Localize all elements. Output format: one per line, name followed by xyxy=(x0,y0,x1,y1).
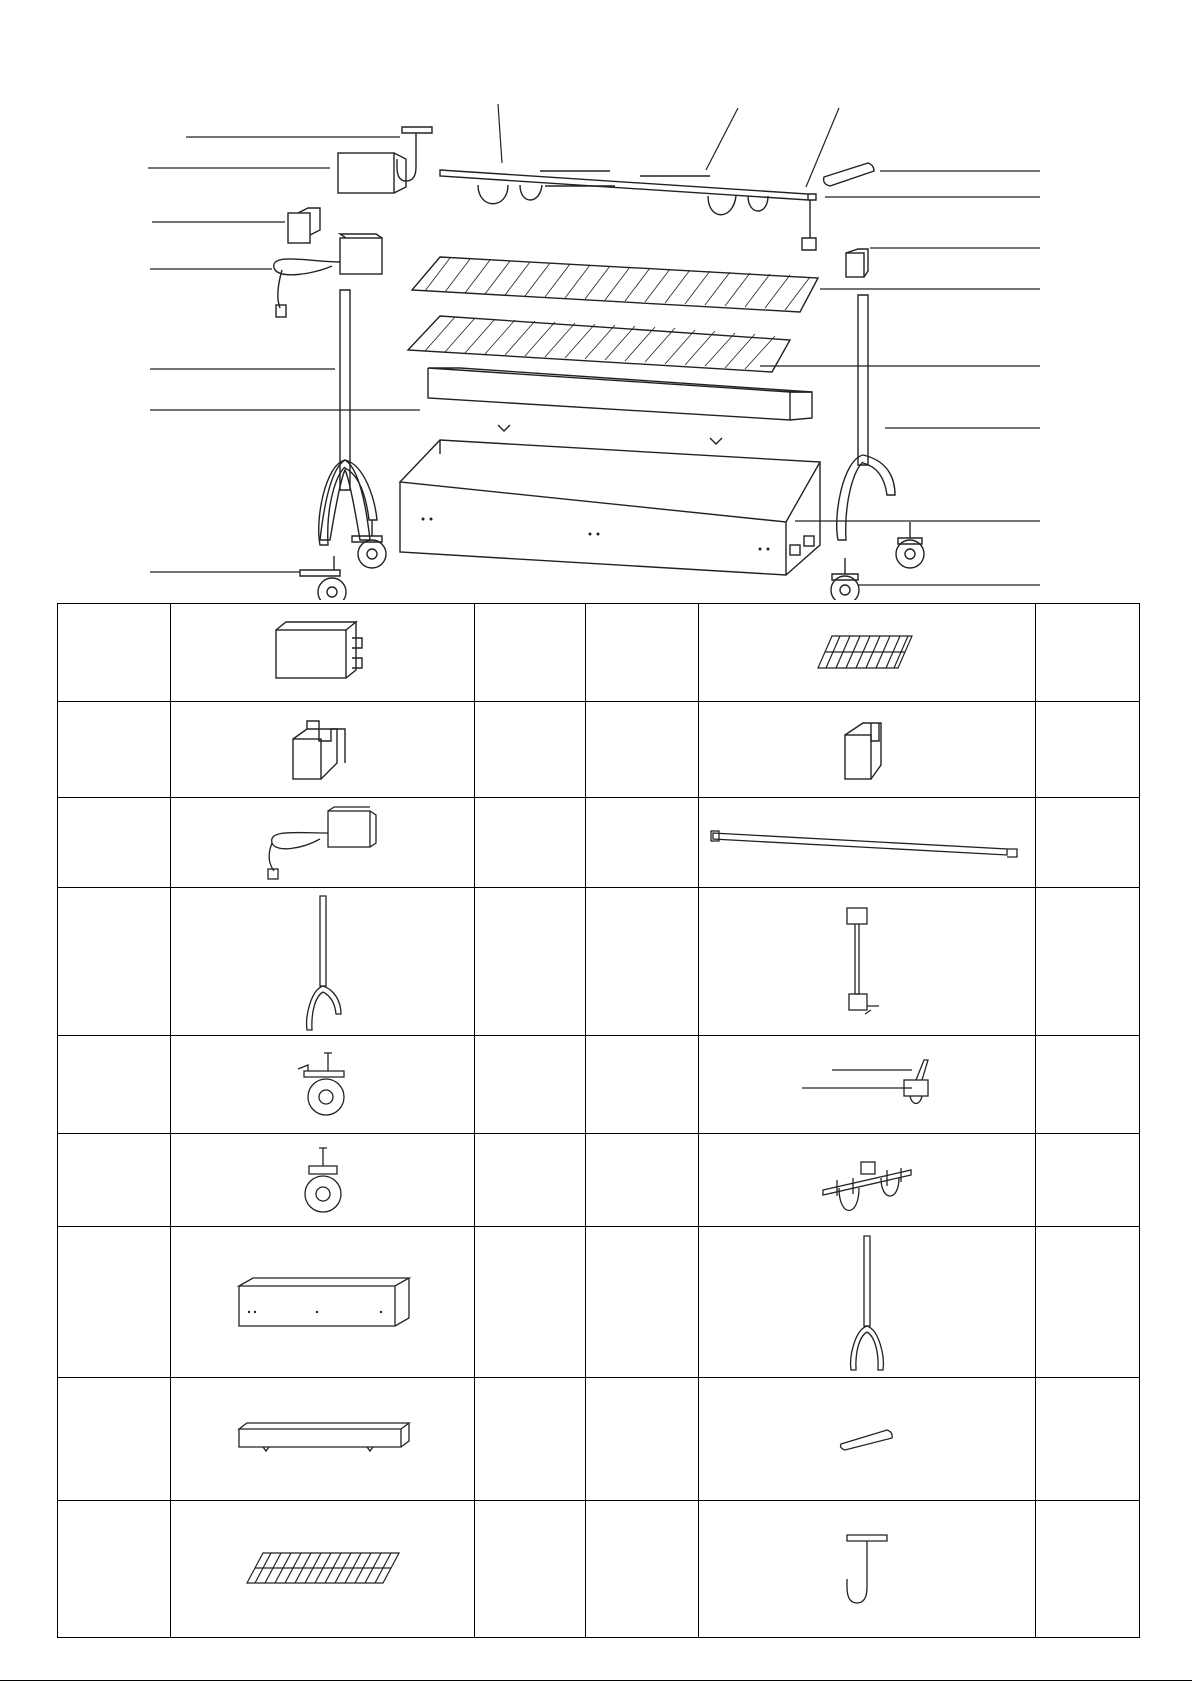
quantity-cell xyxy=(1036,1501,1140,1638)
charcoal-tray-part xyxy=(428,368,812,444)
small-grate-part xyxy=(408,316,790,372)
motor-bracket-part xyxy=(288,208,320,243)
locking-caster-wheel-icon xyxy=(171,1036,475,1134)
t-hook-handle-icon xyxy=(699,1501,1036,1638)
table-row xyxy=(58,1227,1140,1378)
motor-bracket-icon xyxy=(171,702,475,798)
table-row xyxy=(58,888,1140,1036)
handle-grip-icon xyxy=(699,1378,1036,1501)
part-number-cell xyxy=(58,888,171,1036)
part-number-cell xyxy=(586,798,699,888)
charcoal-tray-icon xyxy=(171,1378,475,1501)
part-number-cell xyxy=(58,1378,171,1501)
part-number-cell xyxy=(58,702,171,798)
part-number-cell xyxy=(58,1227,171,1378)
large-grate-part xyxy=(412,257,818,312)
part-number-cell xyxy=(58,604,171,702)
t-hook-part xyxy=(397,127,432,181)
quantity-cell xyxy=(1036,798,1140,888)
left-leg-part xyxy=(319,290,377,545)
page-footer-rule xyxy=(0,1680,1192,1681)
caster-wheel-icon xyxy=(171,1134,475,1227)
quantity-cell xyxy=(475,1378,586,1501)
table-row xyxy=(58,1501,1140,1638)
quantity-cell xyxy=(475,702,586,798)
spit-rod-icon xyxy=(699,798,1036,888)
quantity-cell xyxy=(1036,702,1140,798)
quantity-cell xyxy=(475,1501,586,1638)
left-leg-stand-icon xyxy=(171,888,475,1036)
spit-bracket-part xyxy=(846,249,868,277)
firebox-body-icon xyxy=(171,1227,475,1378)
quantity-cell xyxy=(475,1134,586,1227)
part-number-cell xyxy=(58,798,171,888)
electric-motor-icon xyxy=(171,798,475,888)
table-row xyxy=(58,702,1140,798)
firebox-body-part xyxy=(400,440,820,575)
part-number-cell xyxy=(586,604,699,702)
motor-housing-part xyxy=(338,153,406,193)
handle-grip-part xyxy=(824,163,874,186)
quantity-cell xyxy=(475,1036,586,1134)
quantity-cell xyxy=(1036,888,1140,1036)
quantity-cell xyxy=(1036,604,1140,702)
forks-assembly-icon xyxy=(699,1036,1036,1134)
caster-wheels-part xyxy=(300,520,924,600)
table-row xyxy=(58,604,1140,702)
part-number-cell xyxy=(586,1036,699,1134)
leader-lines-right xyxy=(498,104,1040,585)
leader-lines-left xyxy=(148,137,420,572)
quantity-cell xyxy=(1036,1227,1140,1378)
spit-rod-part xyxy=(440,170,816,250)
parts-table xyxy=(57,603,1140,1638)
part-number-cell xyxy=(586,888,699,1036)
part-number-cell xyxy=(586,702,699,798)
quantity-cell xyxy=(475,798,586,888)
height-adjuster-rod-icon xyxy=(699,888,1036,1036)
spit-bracket-icon xyxy=(699,702,1036,798)
quantity-cell xyxy=(1036,1134,1140,1227)
quantity-cell xyxy=(475,888,586,1036)
table-row xyxy=(58,1378,1140,1501)
quantity-cell xyxy=(1036,1036,1140,1134)
part-number-cell xyxy=(58,1501,171,1638)
small-grill-grate-icon xyxy=(699,604,1036,702)
right-leg-stand-icon xyxy=(699,1227,1036,1378)
quantity-cell xyxy=(475,604,586,702)
table-row xyxy=(58,1036,1140,1134)
part-number-cell xyxy=(58,1036,171,1134)
right-leg-part xyxy=(837,295,895,540)
table-row xyxy=(58,798,1140,888)
part-number-cell xyxy=(586,1501,699,1638)
large-grill-grate-icon xyxy=(171,1501,475,1638)
exploded-view-diagram xyxy=(0,0,1192,600)
u-clamp-fork-icon xyxy=(699,1134,1036,1227)
part-number-cell xyxy=(58,1134,171,1227)
part-number-cell xyxy=(586,1227,699,1378)
part-number-cell xyxy=(586,1134,699,1227)
quantity-cell xyxy=(1036,1378,1140,1501)
part-number-cell xyxy=(586,1378,699,1501)
table-row xyxy=(58,1134,1140,1227)
motor-housing-icon xyxy=(171,604,475,702)
electric-motor-part xyxy=(274,234,382,317)
quantity-cell xyxy=(475,1227,586,1378)
